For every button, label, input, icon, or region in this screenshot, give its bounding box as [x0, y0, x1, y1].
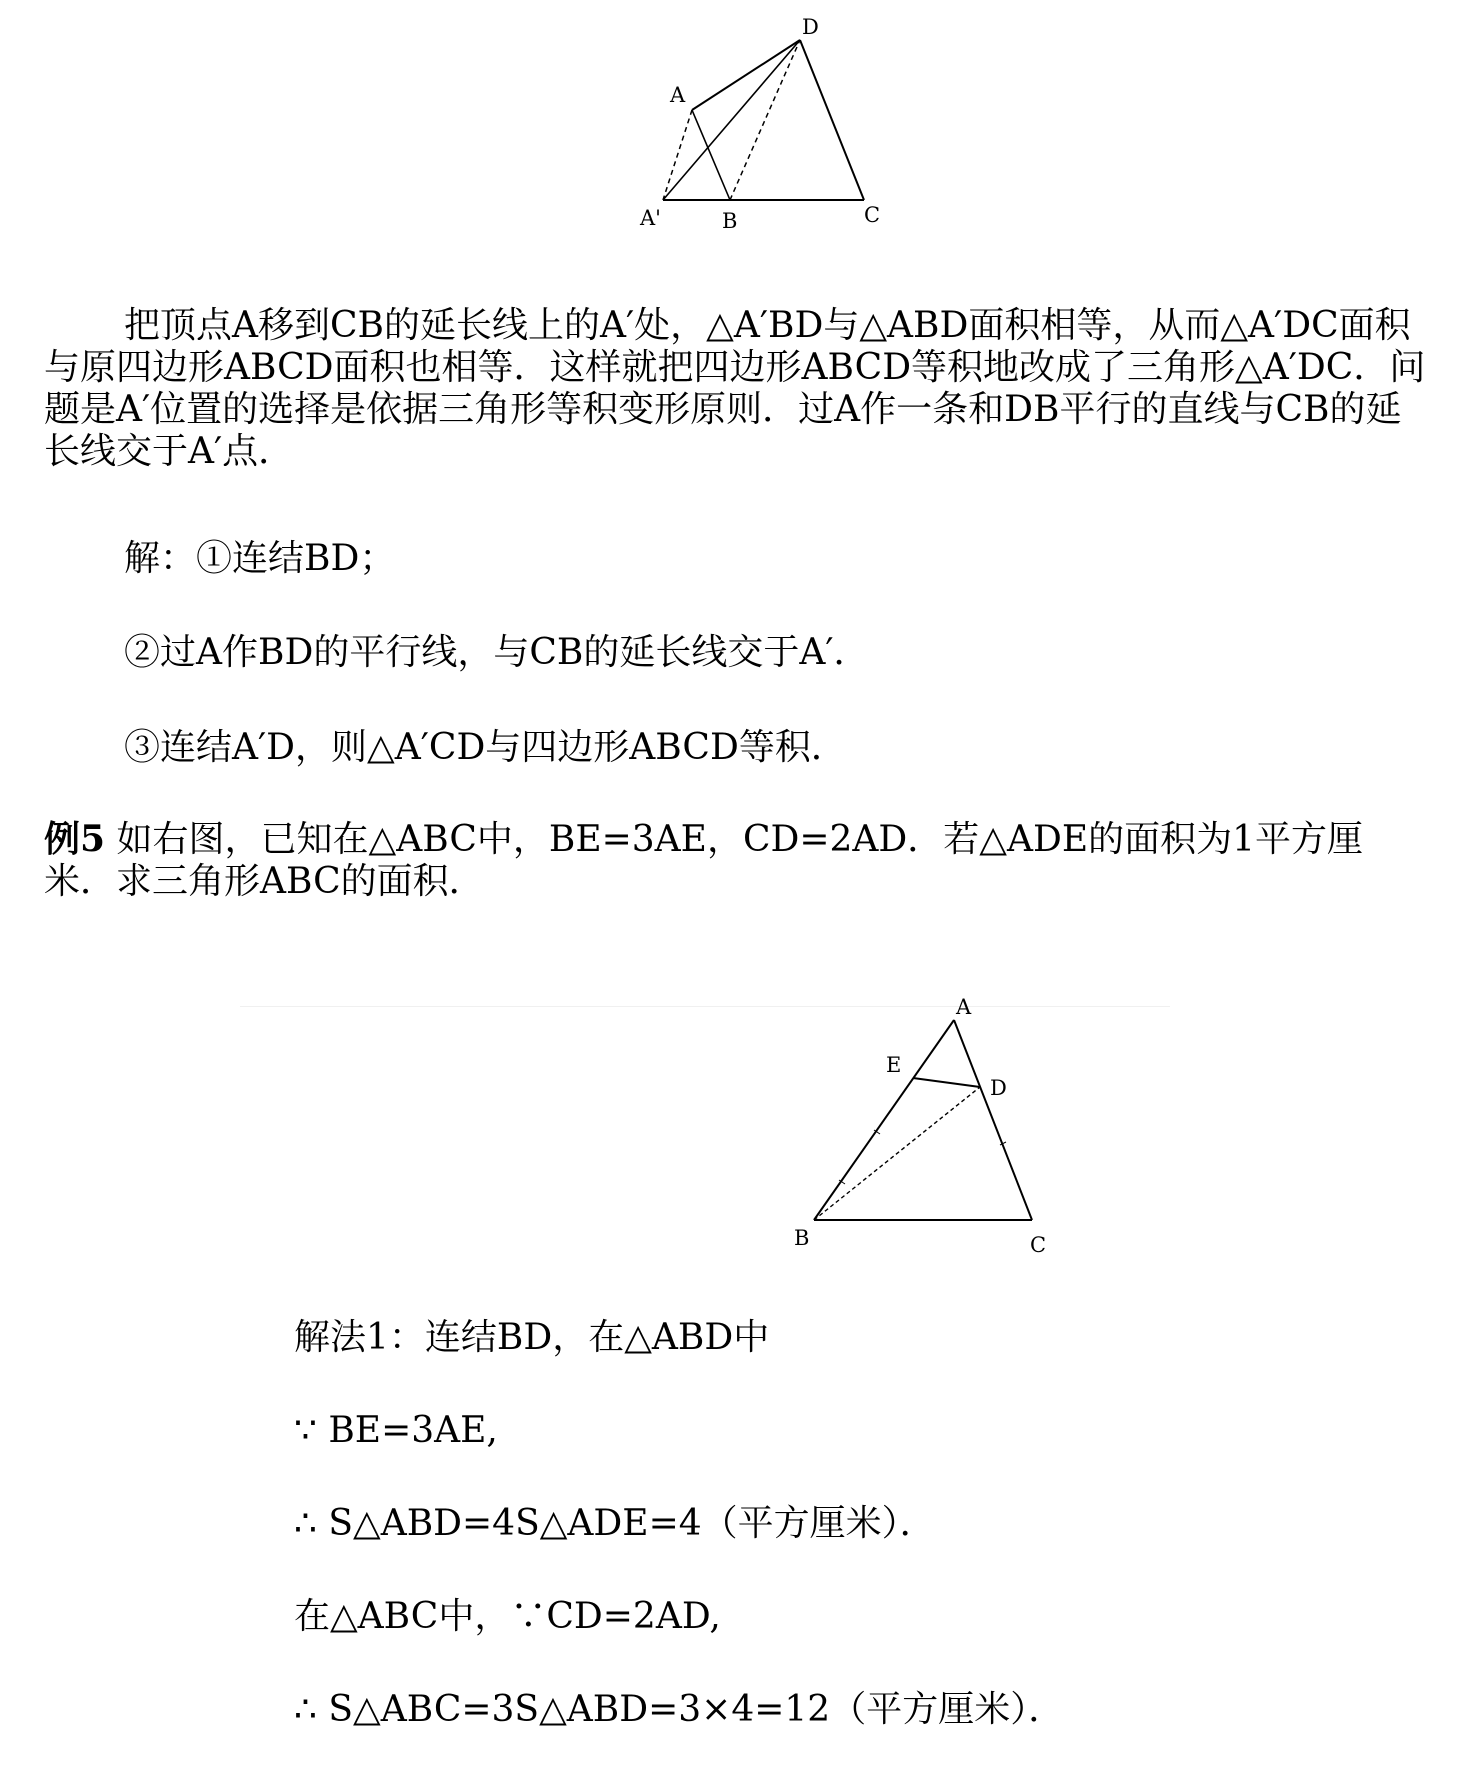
edge-AD: [692, 40, 800, 110]
edge-DC: [800, 40, 864, 200]
label-A-prime: A': [640, 206, 661, 230]
label-C: C: [1030, 1233, 1047, 1257]
solution2-line-3: ∴ S△ABD=4S△ADE=4（平方厘米）．: [294, 1503, 936, 1544]
figure-quadrilateral-svg: [630, 10, 910, 240]
label-D: D: [990, 1076, 1007, 1100]
dashed-BD: [814, 1087, 980, 1220]
edge-A'D: [663, 40, 800, 200]
label-D: D: [802, 15, 819, 39]
solution2-line-4: 在△ABC中，∵CD=2AD,: [294, 1596, 721, 1637]
label-C: C: [864, 203, 881, 227]
label-E: E: [886, 1053, 902, 1077]
label-B: B: [722, 209, 738, 233]
label-B: B: [794, 1226, 810, 1250]
example-text: 如右图，已知在△ABC中，BE=3AE，CD=2AD．若△ADE的面积为1平方厘米．求三角形ABC的面积．: [44, 819, 1364, 902]
solution2-line-2: ∵ BE=3AE,: [294, 1410, 498, 1451]
example-5: [44, 818, 1384, 903]
solution2-line-5: ∴ S△ABC=3S△ABD=3×4=12（平方厘米）．: [294, 1689, 1065, 1730]
solution-step-3: ③连结A′D，则△A′CD与四边形ABCD等积．: [124, 727, 847, 768]
figure-quadrilateral: [630, 10, 910, 240]
dashed-AA': [663, 110, 692, 200]
solution-step-2: ②过A作BD的平行线，与CB的延长线交于A′．: [124, 632, 870, 673]
solution2-line-1: 解法1：连结BD，在△ABD中: [294, 1317, 770, 1358]
edge-AC: [954, 1020, 1032, 1220]
figure-triangle-svg: [780, 990, 1080, 1270]
figure-triangle: [780, 990, 1080, 1270]
explanation-paragraph: 把顶点A移到CB的延长线上的A′处，△A′BD与△ABD面积相等，从而△A′DC面积与原四边形ABCD面积也相等．这样就把四边形ABCD等积地改成了三角形△A′DC．问题是A′位置的选择是依据三角形等积变形原则．过A作一条和DB平行的直线与CB的延长线交于A′点．: [44, 305, 1426, 472]
edge-AB: [814, 1020, 954, 1220]
label-A: A: [956, 995, 972, 1019]
dashed-BD: [730, 40, 800, 200]
edge-ED: [913, 1078, 980, 1087]
edge-AB: [692, 110, 730, 200]
label-A: A: [670, 83, 686, 107]
solution-step-1: 解：①连结BD；: [124, 538, 396, 579]
example-label: 例5: [44, 818, 106, 860]
